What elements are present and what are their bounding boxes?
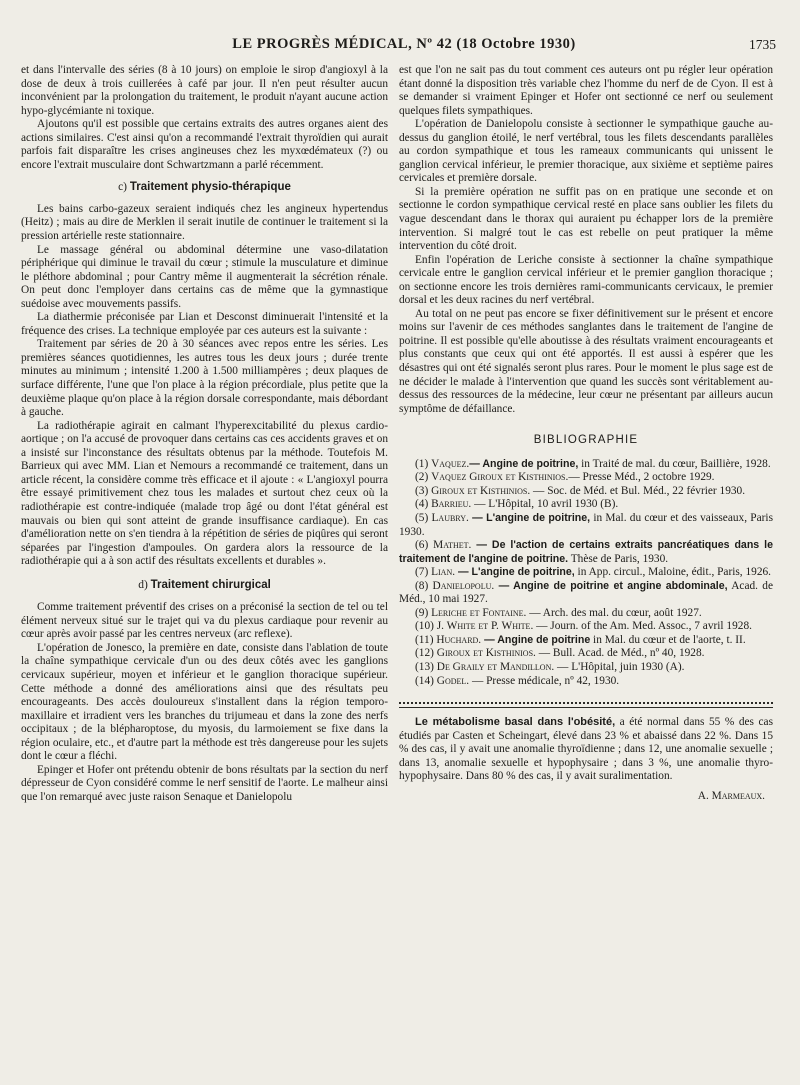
- bibliography-entry: [399, 620, 773, 634]
- bibliography-entry: [399, 675, 773, 689]
- section-title: Traitement chirurgical: [150, 578, 271, 591]
- reference-number: (14): [415, 674, 434, 687]
- bibliography-entry: [399, 647, 773, 661]
- reference-number: (2): [415, 471, 429, 484]
- running-header: [28, 36, 780, 58]
- section-title: Traitement physio-thérapique: [129, 181, 291, 194]
- reference-source: — Presse Méd., 2 octobre 1929.: [568, 471, 715, 484]
- reference-authors: Giroux et Kisthinios.: [436, 647, 536, 660]
- reference-source: — Journ. of the Am. Med. Assoc., 7 avril 1928.: [533, 620, 752, 633]
- reference-number: (10): [415, 620, 434, 633]
- reference-number: (3): [415, 484, 429, 497]
- reference-title: — L'angine de poitrine,: [455, 566, 575, 579]
- bibliography-entry: [399, 498, 773, 512]
- note-signature: A. Marmeaux.: [697, 789, 765, 802]
- reference-source: — L'Hôpital, 10 avril 1930 (B).: [471, 498, 619, 511]
- reference-number: (7): [415, 566, 429, 579]
- bibliography-entry: [399, 458, 773, 472]
- paragraph: Si la première opération ne suffit pas on en pratique une seconde et on sectionne le cordon sympathique cervical resté en place sans oublier les filets du vague descendant dans le thorax qui auraient pu échapper lors de la première intervention. Si malgré tout le cas est rebelle on peut pratiquer la même intervention du côté droit.: [399, 185, 773, 253]
- note-text: a été normal dans 55 % des cas étudiés par Casten et Scheingart, élevé dans 23 % et abaissé dans 22 %. Dans 15 % des cas, il y avait une anomalie thyroïdienne ; dans 12, une anomalie sexuelle ; dans 13, anomalie sexuelle et hypophysaire ; dans 3 %, une anomalie thyro-hypophysaire. Dans 80 % des cas, il y avait suralimentation.: [399, 716, 773, 783]
- page-number: 1735: [749, 37, 776, 52]
- paragraph: Ajoutons qu'il est possible que certains extraits des autres organes aient des actions similaires. C'est ainsi qu'on a recommandé l'extrait thyroïdien qui aurait parfois fait disparaître les crises angineuses chez les myxœdémateux (?) ou encore l'extrait musculaire dont Schwartzmann a parlé récemment.: [21, 118, 388, 171]
- bibliography-entry: [399, 580, 773, 607]
- reference-source: — Soc. de Méd. et Bul. Méd., 22 février 1930.: [530, 484, 746, 497]
- reference-source: — Arch. des mal. du cœur, août 1927.: [526, 606, 702, 619]
- section-letter: d): [138, 578, 148, 591]
- note-lead: Le métabolisme basal dans l'obésité,: [415, 716, 616, 729]
- bibliography-heading: BIBLIOGRAPHIE: [533, 434, 639, 447]
- bibliography-entry: [399, 661, 773, 675]
- reference-source: — Bull. Acad. de Méd., nº 40, 1928.: [535, 647, 705, 660]
- paragraph: La radiothérapie agirait en calmant l'hyperexcitabilité du plexus cardio-aortique ; on l'a accusé de provoquer dans certains cas ces accidents graves et on a insisté sur l'inconstance des résultats obtenus par la méthode. Toutefois M. Barrieux qui avec MM. Lian et Nemours a recommandé ce traitement, dans un article récent, la considère comme très efficace et il ajoute : « L'angioxyl pourra être essayé primitivement chez tous les malades et surtout chez ceux où la radiothérapie est contre-indiquée (malade trop âgé ou dont l'état général est mauvais ou bien qui sont atteint de grande insuffisance cardiaque). En cas d'amélioration nette on s'en tiendra à la répétition de séries de piqûres qui seront séparées par l'ingestion d'ampoules. On gardera alors la ressource de la radiothérapie qui a à son actif des résultats excellents et durables ».: [21, 419, 388, 568]
- reference-authors: De Graily et Mandillon.: [436, 660, 555, 673]
- bibliography-entry: [399, 485, 773, 499]
- bibliography-entry: [399, 471, 773, 485]
- reference-title: — De l'action de certains extraits pancréatiques dans le traitement de l'angine de poitrine.: [399, 539, 773, 565]
- paragraph: Epinger et Hofer ont prétendu obtenir de bons résultats par la section du nerf dépresseur de Cyon considéré comme le nerf sensitif de l'aorte. Le malheur ainsi que l'on remarqué avec juste raison Senaque et Danielopolu: [21, 763, 388, 803]
- reference-title: — Angine de poitrine,: [469, 457, 579, 470]
- reference-source: Thèse de Paris, 1930.: [568, 552, 669, 565]
- reference-title: — L'angine de poitrine,: [468, 511, 591, 524]
- reference-source: in App. circul., Maloine, édit., Paris, 1926.: [574, 566, 772, 579]
- bibliography-entry: [399, 566, 773, 580]
- section-heading-c: [21, 181, 388, 195]
- paragraph: et dans l'intervalle des séries (8 à 10 jours) on emploie le sirop d'angioxyl à la dose de deux à trois cuillerées à café par jour. Il n'en peut résulter aucun inconvénient par la prolongation du traitement, le produit n'ayant aucune action hypo-glycémiante ni toxique.: [21, 64, 388, 117]
- reference-authors: Barrieu.: [431, 498, 472, 511]
- right-column: [399, 64, 773, 803]
- bibliography-entry: [399, 512, 773, 539]
- paragraph: Traitement par séries de 20 à 30 séances avec repos entre les séries. Les premières séances quotidiennes, les autres tous les deux jours ; durée trente minutes au minimum ; intensité 1.200 à 1.500 milliampères ; deux plaques de surface différente, l'une que l'on place à la région précordiale, plus petite que la deuxième plaque qu'on place à la région dorsale correspondante, mais débordant à gauche.: [21, 338, 388, 419]
- reference-authors: Vaquez Giroux et Kisthinios.: [431, 471, 569, 484]
- reference-number: (11): [415, 633, 434, 646]
- separator-dotted: [399, 702, 773, 704]
- paragraph: L'opération de Danielopolu consiste à sectionner le sympathique gauche au-dessus du ganglion étoilé, le nerf vertébral, tous les filets descendants parallèles au cordon sympathique et tous les rameaux communicants qui unissent le ganglion cervical inférieur, le premier thoracique, aux sixième et septième paires cervicales et première dorsale.: [399, 118, 773, 185]
- reference-number: (12): [415, 647, 434, 660]
- paragraph: Les bains carbo-gazeux seraient indiqués chez les angineux hypertendus (Heitz) ; mais au dire de Merklen il serait inutile de continuer le traitement si la pression artérielle reste stationnaire.: [21, 202, 388, 243]
- paragraph: L'opération de Jonesco, la première en date, consiste dans l'ablation de toute la chaîne sympathique cervicale d'un ou des deux côtés avec les ganglions cervicaux supérieur, moyen et inférieur et le ganglion thoracique supérieur. Cette méthode a donné des améliorations ainsi que des résultats peu encourageants. Des accès douloureux s'installent dans la région temporo-maxillaire et irradient vers les branches du trijumeau et dans la zone des nerfs occipitaux ; de la blépharoptose, du myosis, du larmoiement se fixe dans la région oculaire, etc., et d'autre part la méthode est très dangereuse pour les sujets dont le cœur a fléchi.: [21, 641, 388, 763]
- reference-authors: Leriche et Fontaine.: [431, 606, 527, 619]
- separator-line: [399, 707, 773, 708]
- reference-title: — Angine de poitrine et angine abdominale,: [494, 579, 728, 592]
- paragraph: est que l'on ne sait pas du tout comment ces auteurs ont pu régler leur opération étant donné la disposition très variable chez l'homme du nerf de de Cyon. Il est à se demander si vraiment Epinger et Hofer ont sectionné ce nerf ou seulement quelques filets sympathiques.: [399, 64, 773, 117]
- paragraph: La diathermie préconisée par Lian et Desconst diminuerait l'intensité et la fréquence des crises. La technique employée par ces auteurs est la suivante :: [21, 311, 388, 337]
- reference-number: (9): [415, 606, 429, 619]
- bibliography-entry: [399, 539, 773, 566]
- reference-authors: Mathet.: [433, 539, 472, 552]
- reference-source: Acad. de Méd., 10 mai 1927.: [399, 579, 773, 606]
- news-note: [399, 716, 773, 803]
- reference-title: — Angine de poitrine: [481, 633, 591, 646]
- reference-source: in Traité de mal. du cœur, Baillière, 1928.: [578, 457, 771, 470]
- reference-source: — L'Hôpital, juin 1930 (A).: [554, 660, 685, 673]
- reference-authors: Giroux et Kisthinios.: [431, 484, 531, 497]
- reference-authors: Godel.: [436, 674, 470, 687]
- reference-authors: J. White et P. White.: [436, 620, 534, 633]
- reference-authors: Vaquez.: [431, 457, 470, 470]
- reference-authors: Huchard.: [436, 633, 482, 646]
- paragraph: Au total on ne peut pas encore se fixer définitivement sur le présent et encore moins sur l'avenir de ces méthodes sanglantes dans le traitement de l'angine de poitrine. Il est possible qu'elle aboutisse à des résultats vraiment encourageants et plus constants que ceux qui ont été apportés. Il est aussi à espérer que les désastres qui ont été signalés seront plus rares. Pour le moment le plus sage est de ne décider le malade à l'intervention que quand les succès sont véritablement au-dessus des ressources de la médecine, leur cœur ne présentant par ailleurs aucun symptôme de défaillance.: [399, 307, 773, 415]
- section-heading-d: [21, 579, 388, 593]
- left-column: [21, 64, 388, 804]
- reference-number: (1): [415, 457, 429, 470]
- reference-number: (4): [415, 498, 429, 511]
- reference-number: (8): [415, 579, 429, 592]
- bibliography-entry: [399, 634, 773, 648]
- paragraph: Comme traitement préventif des crises on a préconisé la section de tel ou tel élément nerveux situé sur le trajet qui va du plexus cardiaque pour revenir au cœur après avoir passé par les centres nerveux (arc reflexe).: [21, 601, 388, 641]
- reference-number: (5): [415, 511, 429, 524]
- reference-source: in Mal. du cœur et de l'aorte, t. II.: [590, 633, 746, 646]
- journal-title: LE PROGRÈS MÉDICAL, Nº 42 (18 Octobre 1930): [232, 36, 576, 52]
- paragraph: Enfin l'opération de Leriche consiste à sectionner la chaîne sympathique cervicale entre le ganglion cervical inférieur et le premier ganglion thoracique ; on sectionne encore les trois dernières rami-communicants cervicaux, le premier dorsal et les deux racines du nerf vertébral.: [399, 253, 773, 307]
- bibliography-list: [399, 458, 773, 688]
- reference-authors: Lian.: [431, 566, 456, 579]
- section-letter: c): [118, 181, 128, 194]
- reference-authors: Danielopolu.: [432, 579, 495, 592]
- paragraph: Le massage général ou abdominal détermine une vaso-dilatation périphérique qui diminue le travail du cœur ; stimule la musculature et diminue le pléthore abdominal ; pour Cantry même il augmenterait la sécrétion rénale. On peut donc l'employer dans certains cas de même que la gymnastique suédoise avec mouvements passifs.: [21, 243, 388, 310]
- reference-number: (6): [415, 539, 429, 552]
- reference-authors: Laubry.: [431, 511, 469, 524]
- reference-source: in Mal. du cœur et des vaisseaux, Paris 1930.: [399, 511, 773, 538]
- reference-number: (13): [415, 660, 434, 673]
- bibliography-entry: [399, 607, 773, 621]
- reference-source: — Presse médicale, nº 42, 1930.: [469, 674, 620, 687]
